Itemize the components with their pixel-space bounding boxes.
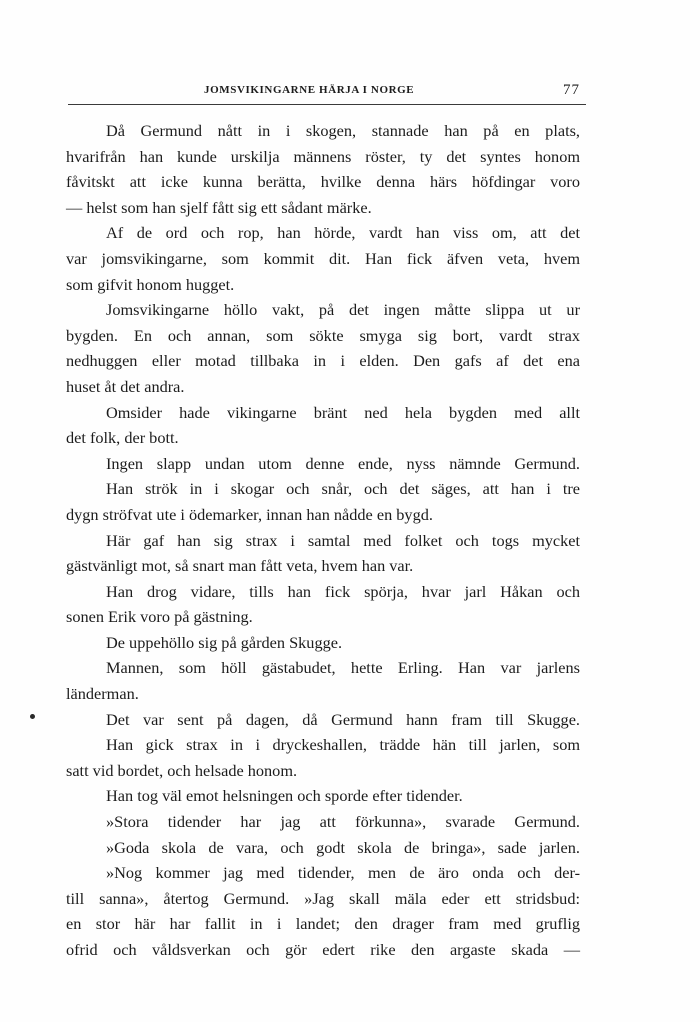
text-line: Han gick strax in i dryckeshallen, trädde hän till jarlen, som (106, 735, 580, 755)
text-line: hvarifrån han kunde urskilja männens röster, ty det syntes honom (66, 146, 580, 166)
text-line: gästvänligt mot, så snart man fått veta, hvem han var. (66, 556, 414, 576)
text-line: fåvitskt att icke kunna berätta, hvilke denna härs höfdingar voro (66, 172, 580, 192)
text-line: Han drog vidare, tills han fick spörja, hvar jarl Håkan och (106, 581, 580, 601)
text-line: satt vid bordet, och helsade honom. (66, 760, 298, 780)
text-line: Då Germund nått in i skogen, stannade han på en plats, (106, 121, 580, 140)
body-text (66, 118, 580, 963)
running-header (68, 82, 586, 105)
text-line: Omsider hade vikingarne bränt ned hela bygden med allt (106, 402, 580, 422)
text-line: bygden. En och annan, som sökte smyga sig bort, vardt strax (66, 325, 580, 345)
text-line: »Goda skola de vara, och godt skola de bringa», sade jarlen. (106, 837, 580, 857)
text-line: huset åt det andra. (66, 376, 185, 396)
text-line: nedhuggen eller motad tillbaka in i elden. Den gafs af det ena (66, 351, 580, 371)
text-line: »Nog kommer jag med tidender, men de äro onda och der- (106, 863, 580, 883)
text-line: — helst som han sjelf fått sig ett sådant märke. (66, 197, 372, 217)
text-line: Här gaf han sig strax i samtal med folket och togs mycket (106, 530, 580, 550)
text-line: länderman. (66, 684, 139, 704)
text-line: De uppehöllo sig på gården Skugge. (106, 632, 343, 652)
text-line: en stor här har fallit in i landet; den drager fram med gruflig (66, 914, 580, 934)
text-line: ofrid och våldsverkan och gör edert rike den argaste skada — (66, 940, 580, 959)
text-line: sonen Erik voro på gästning. (66, 607, 253, 627)
text-line: dygn ströfvat ute i ödemarker, innan han nådde en bygd. (66, 504, 433, 524)
page-number: 77 (563, 82, 580, 98)
text-line: Jomsvikingarne höllo vakt, på det ingen måtte slippa ut ur (106, 300, 580, 320)
text-line: »Stora tidender har jag att förkunna», svarade Germund. (106, 812, 580, 832)
text-line: till sanna», återtog Germund. »Jag skall mäla eder ett stridsbud: (66, 888, 580, 908)
text-line: som gifvit honom hugget. (66, 274, 235, 294)
text-line: Ingen slapp undan utom denne ende, nyss nämnde Germund. (106, 453, 580, 473)
text-line: var jomsvikingarne, som kommit dit. Han fick äfven veta, hvem (66, 248, 580, 268)
text-line: Det var sent på dagen, då Germund hann fram till Skugge. (106, 709, 580, 729)
text-line: Mannen, som höll gästabudet, hette Erling. Han var jarlens (106, 658, 580, 678)
text-line: Han strök in i skogar och snår, och det säges, att han i tre (106, 479, 580, 499)
text-line: Han tog väl emot helsningen och sporde efter tidender. (106, 786, 463, 806)
margin-dot (30, 714, 35, 719)
running-title: JOMSVIKINGARNE HÄRJA I NORGE (204, 84, 415, 96)
text-line: det folk, der bott. (66, 428, 179, 448)
text-line: Af de ord och rop, han hörde, vardt han viss om, att det (106, 223, 580, 243)
